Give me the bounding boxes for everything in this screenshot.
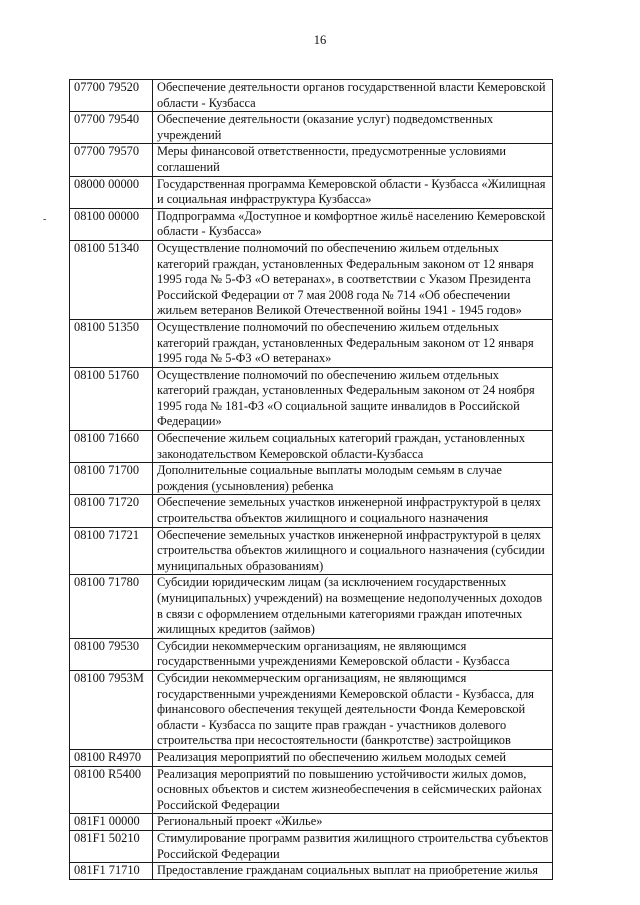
budget-codes-table [69,79,553,880]
code-description: Субсидии некоммерческим организациям, не являющимся государственными учреждениями Кемеровской области - Кузбасса, для финансового обеспечения текущей деятельности Фонда Кемеровской области - Кузбасса по защите прав граждан - участников долевого строительства при несостоятельности (банкротстве) застройщиков [153,670,553,749]
classification-code: 08100 51350 [70,319,153,367]
classification-code: 08100 51760 [70,367,153,430]
code-description: Подпрограмма «Доступное и комфортное жильё населению Кемеровской области - Кузбасса» [153,208,553,240]
table-row [70,176,553,208]
classification-code: 08100 R4970 [70,749,153,766]
classification-code: 08100 00000 [70,208,153,240]
page-number: 16 [313,33,327,47]
code-description: Осуществление полномочий по обеспечению жильем отдельных категорий граждан, установленных Федеральным законом от 12 января 1995 года № 5-ФЗ «О ветеранах» [153,319,553,367]
classification-code: 08100 79530 [70,638,153,670]
code-description: Обеспечение деятельности органов государственной власти Кемеровской области - Кузбасса [153,80,553,112]
table-row [70,575,553,638]
code-description: Стимулирование программ развития жилищного строительства субъектов Российской Федерации [153,830,553,862]
code-description: Осуществление полномочий по обеспечению жильем отдельных категорий граждан, установленных Федеральным законом от 12 января 1995 года № 5-ФЗ «О ветеранах», в соответствии с Указом Президента Российской Федерации от 7 мая 2008 года № 714 «Об обеспечении жильем ветеранов Великой Отечественной войны 1941 - 1945 годов» [153,240,553,319]
code-description: Обеспечение деятельности (оказание услуг) подведомственных учреждений [153,112,553,144]
code-description: Субсидии некоммерческим организациям, не являющимся государственными учреждениями Кемеровской области - Кузбасса [153,638,553,670]
code-description: Реализация мероприятий по обеспечению жильем молодых семей [153,749,553,766]
code-description: Дополнительные социальные выплаты молодым семьям в случае рождения (усыновления) ребенка [153,463,553,495]
table-row [70,527,553,575]
table-row [70,144,553,176]
code-description: Региональный проект «Жилье» [153,814,553,831]
table-row [70,670,553,749]
classification-code: 08100 51340 [70,240,153,319]
classification-code: 081F1 00000 [70,814,153,831]
code-description: Предоставление гражданам социальных выплат на приобретение жилья [153,863,553,880]
table-row [70,80,553,112]
classification-code: 08000 00000 [70,176,153,208]
code-description: Обеспечение земельных участков инженерной инфраструктурой в целях строительства объектов жилищного и социального назначения [153,495,553,527]
classification-code: 081F1 71710 [70,863,153,880]
classification-code: 081F1 50210 [70,830,153,862]
table-row [70,495,553,527]
table-row [70,638,553,670]
code-description: Обеспечение земельных участков инженерной инфраструктурой в целях строительства объектов жилищного и социального назначения (субсидии муниципальных образованиям) [153,527,553,575]
table-row [70,766,553,814]
classification-code: 07700 79570 [70,144,153,176]
classification-code: 08100 71780 [70,575,153,638]
table-row [70,112,553,144]
table-row [70,830,553,862]
classification-code: 08100 7953М [70,670,153,749]
margin-mark: - [43,214,47,225]
code-description: Осуществление полномочий по обеспечению жильем отдельных категорий граждан, установленных Федеральным законом от 24 ноября 1995 года № 181-ФЗ «О социальной защите инвалидов в Российской Федерации» [153,367,553,430]
classification-code: 07700 79540 [70,112,153,144]
table-row [70,431,553,463]
code-description: Государственная программа Кемеровской области - Кузбасса «Жилищная и социальная инфраструктура Кузбасса» [153,176,553,208]
table-row [70,208,553,240]
classification-code: 08100 R5400 [70,766,153,814]
table-row [70,814,553,831]
code-description: Меры финансовой ответственности, предусмотренные условиями соглашений [153,144,553,176]
table-row [70,463,553,495]
table-row [70,749,553,766]
classification-code: 08100 71720 [70,495,153,527]
table-row [70,863,553,880]
table-row [70,319,553,367]
code-description: Обеспечение жильем социальных категорий граждан, установленных законодательством Кемеровской области-Кузбасса [153,431,553,463]
table-row [70,367,553,430]
code-description: Реализация мероприятий по повышению устойчивости жилых домов, основных объектов и систем жизнеобеспечения в сейсмических районах Российской Федерации [153,766,553,814]
classification-code: 08100 71660 [70,431,153,463]
classification-code: 07700 79520 [70,80,153,112]
code-description: Субсидии юридическим лицам (за исключением государственных (муниципальных) учреждений) на возмещение недополученных доходов в связи с оформлением отдельными категориями граждан ипотечных жилищных кредитов (займов) [153,575,553,638]
classification-code: 08100 71721 [70,527,153,575]
classification-code: 08100 71700 [70,463,153,495]
table-row [70,240,553,319]
